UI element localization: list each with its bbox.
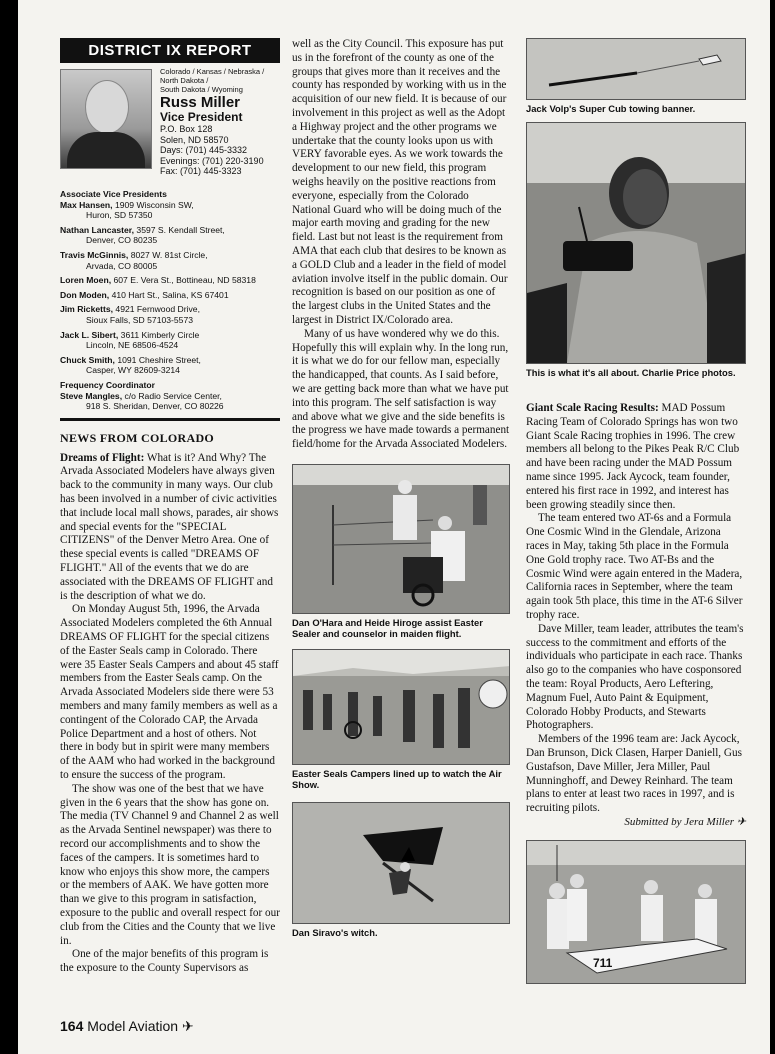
paragraph: Members of the 1996 team are: Jack Aycock, Dan Brunson, Dick Clasen, Harper Daniell, Gus Gustafson, Dave Miller, Jera Miller, Paul Munninghoff, and Dewey Reinhard. The team plans to enter at least two races in 1997, and is recruiting pilots.: [526, 733, 742, 815]
column-middle: [292, 38, 510, 938]
vp-address: P.O. Box 128: [160, 124, 213, 134]
photo-charlie-price: [526, 122, 746, 364]
page-number: 164: [60, 1018, 84, 1034]
paragraph: The show was one of the best that we have given in the 6 years that the show has gone on. The media (TV Channel 9 and Channel 2 as well as the Arvada Sentinel newspaper) was there to record our accomplishments and to show the faces of the campers. It is sometimes hard to know who enjoys this show more, the campers or the members of AAK. We have gotten more than we give to this program in satisfaction, exposure to the public and overall respect for our club from the Cities and the County that we live in.: [60, 782, 280, 947]
vp-fax: Fax: (701) 445-3323: [160, 166, 242, 176]
vp-phone-evenings: Evenings: (701) 220-3190: [160, 155, 264, 166]
paragraph: On Monday August 5th, 1996, the Arvada Associated Modelers completed the 6th Annual DREAMS OF FLIGHT for the special citizens of the Easter Seals camp in Colorado. There were 35 Easter Seals Campers and about 45 staff members from the Easter Seals camp. On the Arvada Associated Modelers side there were 53 members and many family members as well as a contingent of the Colorado CAP, the Arvada Police Department and a host of others. Not there in body but in spirit were many members of the AAM who had worked in the background to ensure the success of the program.: [60, 603, 279, 782]
paragraph: Dreams of Flight: What is it? And Why? The Arvada Associated Modelers have always given back to the community in many ways. Our club has been involved in a number of civic activities that include local mall shows, parades, air shows and special events for the "SPECIAL CITIZENS" of the Denver Metro Area. One of these special events is called "DREAMS OF FLIGHT." All of the events that we do are associated with the DREAMS OF FLIGHT and is the description of what we do.: [60, 451, 279, 602]
photo-campers-lined-up: [292, 649, 510, 765]
article-body-left: [60, 452, 280, 976]
states-line: South Dakota / Wyoming: [160, 85, 243, 94]
plane-tail-number: 711: [593, 955, 613, 970]
paragraph: The team entered two AT-6s and a Formula One Cosmic Wind in the Glendale, Arizona races in May, taking 5th place in the Formula One Gold trophy race. Two AT-Bs and the Cosmic Wind were again entered in the Madera, California races in September, where the team again took 5th place, this time in the AT-6 Silver trophy race.: [526, 512, 743, 621]
avp-entry: Max Hansen, 1909 Wisconsin SW, Huron, SD 57350: [60, 199, 194, 221]
avp-entry: Jack L. Sibert, 3611 Kimberly Circle Lincoln, NE 68506-4524: [60, 329, 200, 351]
paragraph: Giant Scale Racing Results: MAD Possum Racing Team of Colorado Springs has won two Giant Scale Racing trophies in 1996. The crew members all belong to the Pikes Peak R/C Club and have been racing under the MAD Possum name since 1995. Jack Aycock, team founder, entered his first race in 1992, and interest has been growing steadily since then.: [526, 402, 740, 511]
photo-racing-team: [526, 840, 746, 984]
portrait-photo: [60, 69, 152, 169]
freq-heading: Frequency Coordinator: [60, 379, 156, 390]
vp-phone-days: Days: (701) 445-3332: [160, 145, 248, 155]
avp-entry: Jim Ricketts, 4921 Fernwood Drive, Sioux Falls, SD 57103-5573: [60, 304, 200, 325]
freq-entry: Steve Mangles, c/o Radio Service Center, 918 S. Sheridan, Denver, CO 80226: [60, 390, 224, 412]
magazine-page: [18, 0, 770, 1054]
avp-entry: Don Moden, 410 Hart St., Salina, KS 67401: [60, 289, 229, 300]
vp-contact: [160, 67, 284, 177]
photo-witch-model: [292, 802, 510, 924]
photo-caption: Dan Siravo's witch.: [292, 926, 378, 938]
vice-president-block: [60, 67, 280, 187]
photo-caption: Jack Volp's Super Cub towing banner.: [526, 103, 696, 114]
page-footer: [60, 1018, 194, 1035]
photo-maiden-flight: [292, 464, 510, 614]
column-right: [526, 38, 746, 984]
section-rule: [60, 418, 280, 421]
photo-caption: Dan O'Hara and Heide Hiroge assist Easter Sealer and counselor in maiden flight.: [292, 616, 483, 639]
vp-title: Vice President: [160, 110, 243, 124]
associate-vps: [60, 189, 280, 412]
signature: Submitted by Jera Miller ✈: [624, 815, 746, 828]
avp-entry: Travis McGinnis, 8027 W. 81st Circle, Arvada, CO 80005: [60, 249, 208, 271]
states-line: Colorado / Kansas / Nebraska /: [160, 67, 265, 76]
article-body-middle: [292, 38, 510, 452]
article-body-right: [526, 402, 746, 830]
states-line: North Dakota /: [160, 76, 209, 85]
magazine-name: Model Aviation ✈: [87, 1018, 194, 1034]
vp-address: Solen, ND 58570: [160, 134, 229, 145]
avp-entry: Loren Moen, 607 E. Vera St., Bottineau, ND 58318: [60, 275, 256, 286]
section-heading: NEWS FROM COLORADO: [60, 430, 215, 445]
avp-entry: Nathan Lancaster, 3597 S. Kendall Street, Denver, CO 80235: [60, 224, 225, 246]
paragraph: Dave Miller, team leader, attributes the team's success to the commitment and efforts of the individuals who participate in each race. Thanks also go to the companies who have cosponsored the team: Royal Products, Aero Leftering, Magnum Fuel, Auto Paint & Equipment, Colorado Hobby Products, and Stewarts Photographers.: [526, 622, 744, 732]
photo-caption: Easter Seals Campers lined up to watch the Air Show.: [292, 767, 502, 790]
photo-super-cub-banner: [526, 38, 746, 100]
paragraph: well as the City Council. This exposure has put us in the forefront of the county as one of the groups that gives more than it receives and the county has responded by working with us in the acquisition of our new field. It is because of our involvement in this project as well as the Adopt a Highway project and the other programs we undertake that the county looks upon us with VERY favorable eyes. As we work towards the development to our new field, this program weighs heavily on the positive reactions from everyone, especially from the Colorado National Guard who will be doing much of the major earth moving and grading for the new field. Last but not least is the requirement from AMA that each club that desires to be known as a GOLD Club and a leader in the field of model aviation involve itself in the public domain. Our recognition is based on our position as one of the largest clubs in the United States and the largest in District IX/Colorado area.: [292, 38, 508, 326]
avp-heading: Associate Vice Presidents: [60, 189, 167, 199]
avp-entry: Chuck Smith, 1091 Cheshire Street, Casper, WY 82609-3214: [60, 354, 201, 376]
district-report-banner: DISTRICT IX REPORT: [60, 38, 280, 63]
column-left: [60, 38, 280, 976]
paragraph: One of the major benefits of this program is the exposure to the County Supervisors as: [60, 948, 269, 975]
photo-caption: This is what it's all about. Charlie Price photos.: [526, 367, 736, 378]
paragraph: Many of us have wondered why we do this. Hopefully this will explain why. In the long run, it is what we do for our fellow man, especially the handicapped, that counts. As I said before, we are getting back more than what we have put into this program. The self satisfaction is way and above what we give and the side benefits is the progress we have made towards a permanent field/home for the Arvada Associated Modelers.: [292, 327, 510, 451]
vp-name: Russ Miller: [160, 94, 241, 111]
